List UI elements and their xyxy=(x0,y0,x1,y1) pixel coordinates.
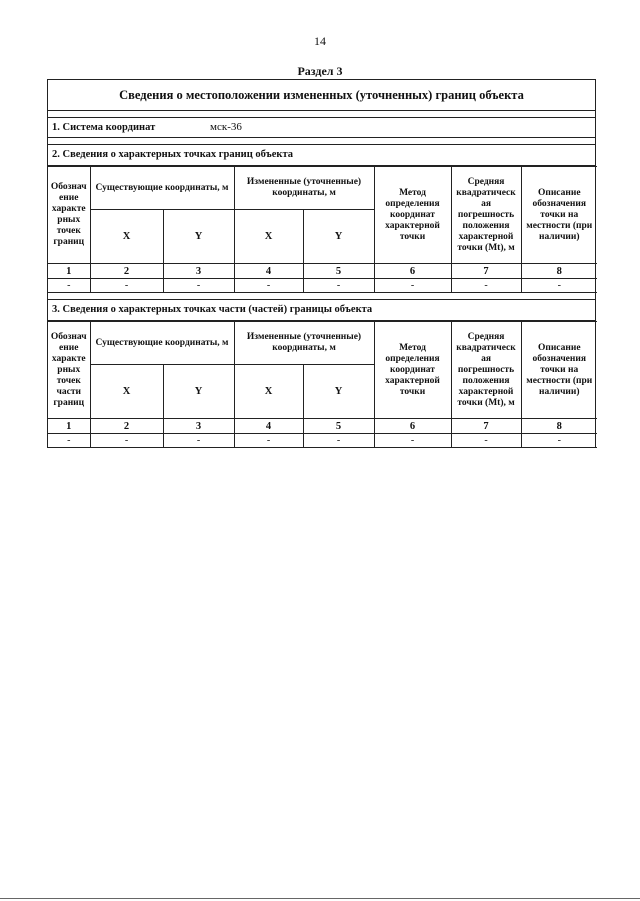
header-description: Описание обозначения точки на местности (при наличии) xyxy=(521,167,597,264)
column-number: 3 xyxy=(163,264,234,279)
column-number: 8 xyxy=(521,419,597,434)
table-cell: - xyxy=(163,279,234,293)
table-cell: - xyxy=(521,279,597,293)
table-row xyxy=(48,434,597,448)
divider xyxy=(48,293,595,300)
column-number: 7 xyxy=(451,419,521,434)
table-cell: - xyxy=(374,279,451,293)
table-cell: - xyxy=(303,434,374,448)
table-cell: - xyxy=(234,279,303,293)
column-number: 2 xyxy=(90,419,163,434)
column-numbers-row xyxy=(48,419,597,434)
table-cell: - xyxy=(451,434,521,448)
column-number: 5 xyxy=(303,419,374,434)
column-number: 6 xyxy=(374,264,451,279)
table-cell: - xyxy=(374,434,451,448)
table-cell: - xyxy=(48,279,90,293)
divider xyxy=(48,138,595,145)
header-existing-coords: Существующие координаты, м xyxy=(90,167,234,210)
column-numbers-row xyxy=(48,264,597,279)
column-number: 3 xyxy=(163,419,234,434)
table-cell: - xyxy=(234,434,303,448)
coordinate-system-value: мск-36 xyxy=(210,121,242,133)
header-changed-x: X xyxy=(234,210,303,264)
column-number: 1 xyxy=(48,264,90,279)
header-changed-x: X xyxy=(234,365,303,419)
header-changed-y: Y xyxy=(303,365,374,419)
header-existing-x: X xyxy=(90,210,163,264)
divider xyxy=(48,111,595,118)
table-cell: - xyxy=(48,434,90,448)
header-changed-coords: Измененные (уточненные) координаты, м xyxy=(234,167,374,210)
part-points-table xyxy=(48,321,597,448)
column-number: 5 xyxy=(303,264,374,279)
header-existing-coords: Существующие координаты, м xyxy=(90,322,234,365)
header-existing-x: X xyxy=(90,365,163,419)
header-point-designation: Обознач ение характе рных точек части границ xyxy=(48,322,90,419)
header-mean-error: Средняя квадратическ ая погрешность положения характерной точки (Mt), м xyxy=(451,167,521,264)
table-row xyxy=(48,279,597,293)
table-cell: - xyxy=(451,279,521,293)
column-number: 7 xyxy=(451,264,521,279)
column-number: 4 xyxy=(234,264,303,279)
table-cell: - xyxy=(90,434,163,448)
header-description: Описание обозначения точки на местности (при наличии) xyxy=(521,322,597,419)
header-mean-error: Средняя квадратическ ая погрешность положения характерной точки (Mt), м xyxy=(451,322,521,419)
header-existing-y: Y xyxy=(163,365,234,419)
coordinate-system-row xyxy=(48,118,595,138)
boundary-points-title: 2. Сведения о характерных точках границ объекта xyxy=(48,145,595,166)
header-method: Метод определения координат характерной точки xyxy=(374,322,451,419)
table-cell: - xyxy=(303,279,374,293)
table-cell: - xyxy=(90,279,163,293)
column-number: 4 xyxy=(234,419,303,434)
coordinate-system-label: 1. Система координат xyxy=(52,122,156,133)
column-number: 6 xyxy=(374,419,451,434)
column-number: 8 xyxy=(521,264,597,279)
column-number: 2 xyxy=(90,264,163,279)
page-number: 14 xyxy=(314,34,326,48)
column-number: 1 xyxy=(48,419,90,434)
part-points-title: 3. Сведения о характерных точках части (частей) границы объекта xyxy=(48,300,595,321)
header-existing-y: Y xyxy=(163,210,234,264)
header-changed-y: Y xyxy=(303,210,374,264)
section-frame xyxy=(47,79,596,448)
section-title: Раздел 3 xyxy=(297,64,343,78)
header-changed-coords: Измененные (уточненные) координаты, м xyxy=(234,322,374,365)
header-point-designation: Обознач ение характе рных точек границ xyxy=(48,167,90,264)
table-header-row xyxy=(48,167,597,210)
scan-edge-line xyxy=(0,898,640,899)
table-cell: - xyxy=(163,434,234,448)
header-method: Метод определения координат характерной точки xyxy=(374,167,451,264)
frame-title: Сведения о местоположении измененных (уточненных) границ объекта xyxy=(48,80,595,111)
table-cell: - xyxy=(521,434,597,448)
boundary-points-table xyxy=(48,166,597,293)
table-header-row xyxy=(48,322,597,365)
